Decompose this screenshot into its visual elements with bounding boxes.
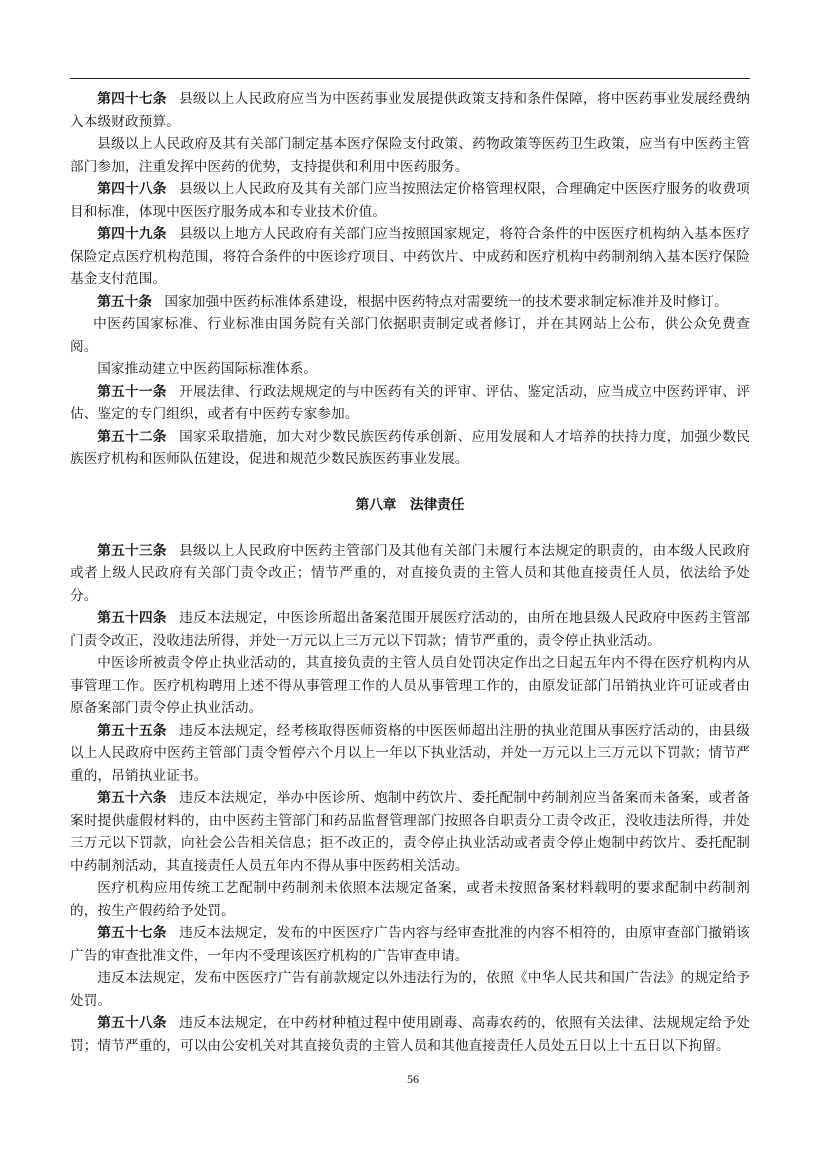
article-paragraph bbox=[70, 787, 750, 877]
articles-before bbox=[70, 88, 750, 471]
article-number: 第四十七条 bbox=[97, 91, 167, 107]
document-body bbox=[70, 88, 750, 1057]
article-text: 国家推动建立中医药国际标准体系。 bbox=[97, 361, 318, 377]
article-text: 违反本法规定，在中药材种植过程中使用剧毒、高毒农药的，依照有关法律、法规规定给予处罚；情节严重的，可以由公安机关对其直接负责的主管人员和其他直接责任人员处五日以上十五日以下拘留。 bbox=[70, 1015, 750, 1054]
article-text: 违反本法规定，发布中医医疗广告有前款规定以外违法行为的，依照《中华人民共和国广告法》的规定给予处罚。 bbox=[70, 970, 750, 1009]
article-paragraph bbox=[70, 1012, 750, 1057]
article-number: 第五十五条 bbox=[97, 722, 167, 739]
article-number: 第五十三条 bbox=[97, 542, 167, 559]
article-text: 县级以上人民政府及其有关部门制定基本医疗保险支付政策、药物政策等医药卫生政策，应当有中医药主管部门参加，注重发挥中医药的优势，支持提供和利用中医药服务。 bbox=[70, 136, 750, 175]
article-paragraph bbox=[70, 426, 750, 471]
article-number: 第五十二条 bbox=[97, 428, 167, 445]
article-number: 第五十八条 bbox=[97, 1015, 167, 1031]
article-paragraph bbox=[70, 540, 750, 608]
article-text: 中医药国家标准、行业标准由国务院有关部门依据职责制定或者修订，并在其网站上公布，供公众免费查阅。 bbox=[70, 316, 750, 355]
article-text: 县级以上人民政府应当为中医药事业发展提供政策支持和条件保障，将中医药事业发展经费纳入本级财政预算。 bbox=[70, 91, 750, 130]
article-text: 国家加强中医药标准体系建设，根据中医药特点对需要统一的技术要求制定标准并及时修订。 bbox=[164, 293, 728, 310]
article-text: 县级以上人民政府中医药主管部门及其他有关部门未履行本法规定的职责的，由本级人民政府或者上级人民政府有关部门责令改正；情节严重的，对直接负责的主管人员和其他直接责任人员，依法给予处分。 bbox=[70, 542, 750, 604]
article-paragraph bbox=[70, 607, 750, 652]
article-text: 违反本法规定，举办中医诊所、炮制中药饮片、委托配制中药制剂应当备案而未备案，或者备案时提供虚假材料的，由中医药主管部门和药品监督管理部门按照各自职责分工责令改正，没收违法所得，并处三万元以下罚款，向社会公告相关信息；拒不改正的，责令停止执业活动或者责令停止炮制中药饮片、委托配制中药制剂活动，其直接责任人员五年内不得从事中医药相关活动。 bbox=[70, 790, 750, 874]
articles-after bbox=[70, 540, 750, 1058]
article-continuation-paragraph bbox=[70, 967, 750, 1012]
article-number: 第五十七条 bbox=[97, 925, 167, 941]
article-paragraph bbox=[70, 381, 750, 426]
article-text: 违反本法规定，经考核取得医师资格的中医医师超出注册的执业范围从事医疗活动的，由县级以上人民政府中医药主管部门责令暂停六个月以上一年以下执业活动，并处一万元以上三万元以下罚款；情节严重的，吊销执业证书。 bbox=[70, 722, 750, 784]
article-paragraph bbox=[70, 922, 750, 967]
article-text: 开展法律、行政法规规定的与中医药有关的评审、评估、鉴定活动，应当成立中医药评审、评估、鉴定的专门组织，或者有中医药专家参加。 bbox=[70, 383, 750, 422]
article-continuation-paragraph bbox=[70, 313, 750, 358]
article-text: 中医诊所被责令停止执业活动的，其直接负责的主管人员自处罚决定作出之日起五年内不得在医疗机构内从事管理工作。医疗机构聘用上述不得从事管理工作的人员从事管理工作的，由原发证部门吊销执业许可证或者由原备案部门责令停止执业活动。 bbox=[70, 655, 750, 716]
header-rule bbox=[70, 78, 750, 79]
article-number: 第五十一条 bbox=[97, 383, 167, 400]
page-number: 56 bbox=[407, 1072, 419, 1086]
article-text: 县级以上人民政府及其有关部门应当按照法定价格管理权限，合理确定中医医疗服务的收费项目和标准，体现中医医疗服务成本和专业技术价值。 bbox=[70, 181, 750, 220]
article-paragraph bbox=[70, 88, 750, 133]
article-number: 第五十四条 bbox=[97, 610, 167, 626]
article-text: 违反本法规定，中医诊所超出备案范围开展医疗活动的，由所在地县级人民政府中医药主管部门责令改正，没收违法所得，并处一万元以上三万元以下罚款；情节严重的，责令停止执业活动。 bbox=[70, 610, 750, 649]
article-continuation-paragraph bbox=[70, 358, 750, 381]
article-number: 第四十八条 bbox=[97, 181, 167, 197]
article-continuation-paragraph bbox=[70, 877, 750, 922]
article-number: 第五十六条 bbox=[97, 790, 167, 806]
article-number: 第五十条 bbox=[97, 293, 153, 310]
article-continuation-paragraph bbox=[70, 652, 750, 720]
article-text: 县级以上地方人民政府有关部门应当按照国家规定，将符合条件的中医医疗机构纳入基本医疗保险定点医疗机构范围，将符合条件的中医诊疗项目、中药饮片、中成药和医疗机构中药制剂纳入基本医疗保险基金支付范围。 bbox=[70, 226, 750, 287]
article-continuation-paragraph bbox=[70, 133, 750, 178]
article-paragraph bbox=[70, 291, 750, 314]
article-text: 国家采取措施，加大对少数民族医药传承创新、应用发展和人才培养的扶持力度，加强少数民族医疗机构和医师队伍建设，促进和规范少数民族医药事业发展。 bbox=[70, 428, 750, 467]
chapter-title: 第八章 法律责任 bbox=[355, 496, 465, 513]
article-text: 违反本法规定，发布的中医医疗广告内容与经审查批准的内容不相符的，由原审查部门撤销该广告的审查批准文件，一年内不受理该医疗机构的广告审查申请。 bbox=[70, 925, 750, 964]
article-paragraph bbox=[70, 720, 750, 788]
article-number: 第四十九条 bbox=[97, 226, 167, 242]
article-paragraph bbox=[70, 178, 750, 223]
article-paragraph bbox=[70, 223, 750, 291]
article-text: 医疗机构应用传统工艺配制中药制剂未依照本法规定备案，或者未按照备案材料载明的要求配制中药制剂的，按生产假药给予处罚。 bbox=[70, 880, 750, 919]
